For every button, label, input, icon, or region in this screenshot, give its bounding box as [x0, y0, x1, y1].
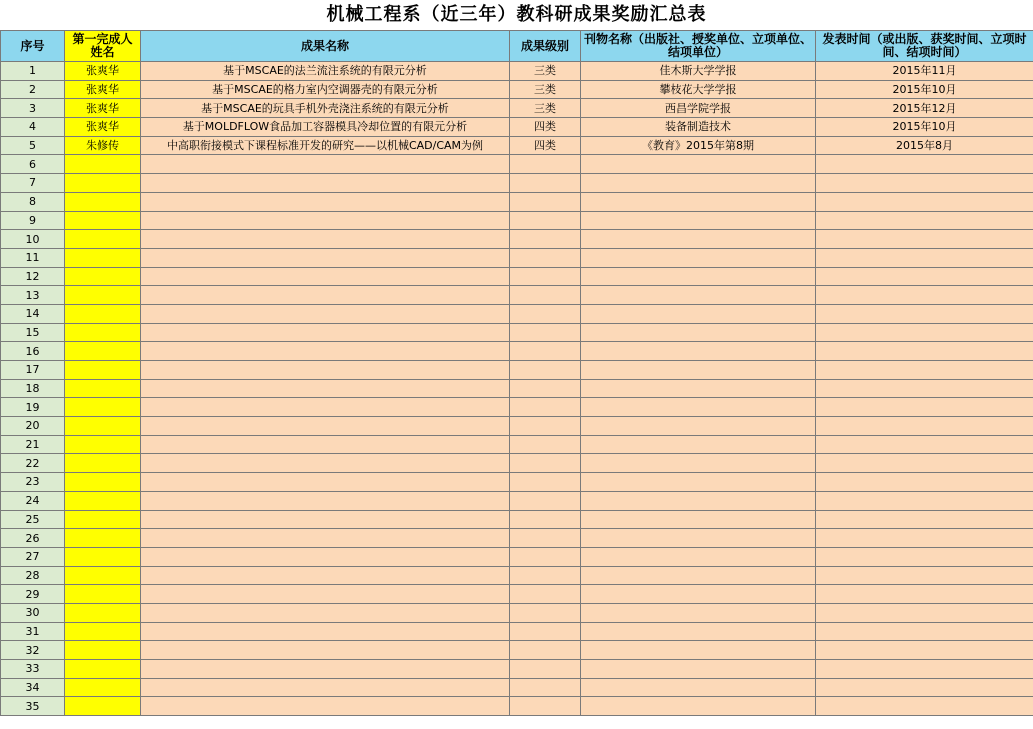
cell-date[interactable]: [816, 379, 1033, 398]
cell-date[interactable]: [816, 267, 1033, 286]
cell-person[interactable]: [65, 529, 141, 548]
cell-person[interactable]: [65, 379, 141, 398]
table-row: [1, 473, 1033, 492]
cell-date[interactable]: 2015年8月: [816, 136, 1033, 155]
header-publication[interactable]: 刊物名称（出版社、授奖单位、立项单位、结项单位）: [581, 31, 816, 62]
cell-publication[interactable]: [581, 155, 816, 174]
cell-date[interactable]: [816, 697, 1033, 716]
cell-person[interactable]: [65, 230, 141, 249]
cell-title[interactable]: 中高职衔接模式下课程标准开发的研究——以机械CAD/CAM为例: [141, 136, 510, 155]
cell-publication[interactable]: [581, 286, 816, 305]
cell-person[interactable]: 张爽华: [65, 80, 141, 99]
cell-publication[interactable]: [581, 603, 816, 622]
cell-level[interactable]: [510, 491, 581, 510]
cell-index[interactable]: 9: [1, 211, 65, 230]
table-row: [1, 417, 1033, 436]
cell-person[interactable]: [65, 286, 141, 305]
results-table: [0, 30, 1033, 716]
cell-date[interactable]: [816, 361, 1033, 380]
cell-title[interactable]: [141, 547, 510, 566]
table-row: [1, 585, 1033, 604]
cell-publication[interactable]: [581, 192, 816, 211]
cell-person[interactable]: [65, 155, 141, 174]
cell-publication[interactable]: [581, 697, 816, 716]
cell-date[interactable]: 2015年10月: [816, 80, 1033, 99]
cell-date[interactable]: [816, 510, 1033, 529]
cell-index[interactable]: 22: [1, 454, 65, 473]
cell-title[interactable]: [141, 510, 510, 529]
cell-publication[interactable]: [581, 398, 816, 417]
cell-title[interactable]: 基于MSCAE的格力室内空调器壳的有限元分析: [141, 80, 510, 99]
cell-date[interactable]: [816, 491, 1033, 510]
cell-index[interactable]: 28: [1, 566, 65, 585]
table-row: [1, 398, 1033, 417]
cell-index[interactable]: 32: [1, 641, 65, 660]
header-date[interactable]: 发表时间（或出版、获奖时间、立项时间、结项时间）: [816, 31, 1033, 62]
cell-person[interactable]: [65, 473, 141, 492]
cell-publication[interactable]: [581, 678, 816, 697]
cell-title[interactable]: [141, 398, 510, 417]
cell-level[interactable]: 三类: [510, 80, 581, 99]
table-row: [1, 136, 1033, 155]
cell-index[interactable]: 10: [1, 230, 65, 249]
cell-publication[interactable]: [581, 211, 816, 230]
cell-person[interactable]: 张爽华: [65, 99, 141, 118]
table-row: [1, 99, 1033, 118]
cell-person[interactable]: [65, 361, 141, 380]
cell-index[interactable]: 18: [1, 379, 65, 398]
cell-index[interactable]: 26: [1, 529, 65, 548]
cell-title[interactable]: [141, 417, 510, 436]
cell-title[interactable]: [141, 529, 510, 548]
cell-title[interactable]: [141, 267, 510, 286]
cell-person[interactable]: [65, 417, 141, 436]
cell-title[interactable]: 基于MSCAE的玩具手机外壳浇注系统的有限元分析: [141, 99, 510, 118]
cell-index[interactable]: 16: [1, 342, 65, 361]
cell-index[interactable]: 29: [1, 585, 65, 604]
cell-level[interactable]: [510, 473, 581, 492]
cell-level[interactable]: [510, 267, 581, 286]
cell-level[interactable]: 四类: [510, 118, 581, 137]
cell-index[interactable]: 14: [1, 304, 65, 323]
cell-level[interactable]: [510, 510, 581, 529]
cell-level[interactable]: [510, 435, 581, 454]
cell-date[interactable]: [816, 342, 1033, 361]
cell-person[interactable]: [65, 454, 141, 473]
table-row: [1, 641, 1033, 660]
header-level[interactable]: 成果级别: [510, 31, 581, 62]
cell-title[interactable]: [141, 304, 510, 323]
cell-index[interactable]: 11: [1, 248, 65, 267]
table-row: [1, 547, 1033, 566]
cell-publication[interactable]: [581, 174, 816, 193]
cell-index[interactable]: 27: [1, 547, 65, 566]
table-row: [1, 304, 1033, 323]
cell-title[interactable]: [141, 660, 510, 679]
cell-index[interactable]: 31: [1, 622, 65, 641]
table-row: [1, 622, 1033, 641]
cell-level[interactable]: [510, 286, 581, 305]
cell-index[interactable]: 34: [1, 678, 65, 697]
cell-publication[interactable]: [581, 491, 816, 510]
cell-title[interactable]: [141, 211, 510, 230]
cell-person[interactable]: [65, 342, 141, 361]
cell-person[interactable]: [65, 398, 141, 417]
cell-level[interactable]: [510, 566, 581, 585]
table-row: [1, 361, 1033, 380]
cell-publication[interactable]: [581, 641, 816, 660]
cell-date[interactable]: [816, 248, 1033, 267]
cell-person[interactable]: [65, 304, 141, 323]
cell-title[interactable]: [141, 585, 510, 604]
cell-publication[interactable]: [581, 342, 816, 361]
cell-date[interactable]: [816, 286, 1033, 305]
cell-date[interactable]: 2015年12月: [816, 99, 1033, 118]
table-row: [1, 323, 1033, 342]
table-row: [1, 435, 1033, 454]
table-row: [1, 118, 1033, 137]
cell-title[interactable]: [141, 603, 510, 622]
table-row: [1, 660, 1033, 679]
cell-publication[interactable]: [581, 622, 816, 641]
cell-level[interactable]: [510, 174, 581, 193]
cell-index[interactable]: 8: [1, 192, 65, 211]
table-row: [1, 248, 1033, 267]
cell-publication[interactable]: [581, 248, 816, 267]
cell-date[interactable]: [816, 211, 1033, 230]
table-row: [1, 62, 1033, 81]
cell-publication[interactable]: [581, 566, 816, 585]
table-row: [1, 566, 1033, 585]
cell-person[interactable]: [65, 603, 141, 622]
cell-date[interactable]: [816, 323, 1033, 342]
cell-index[interactable]: 21: [1, 435, 65, 454]
cell-title[interactable]: [141, 697, 510, 716]
cell-person[interactable]: [65, 323, 141, 342]
cell-level[interactable]: [510, 192, 581, 211]
cell-title[interactable]: [141, 435, 510, 454]
cell-person[interactable]: [65, 660, 141, 679]
table-row: [1, 491, 1033, 510]
cell-person[interactable]: [65, 174, 141, 193]
cell-index[interactable]: 30: [1, 603, 65, 622]
table-row: [1, 678, 1033, 697]
cell-date[interactable]: [816, 230, 1033, 249]
cell-person[interactable]: [65, 491, 141, 510]
table-row: [1, 603, 1033, 622]
cell-level[interactable]: [510, 211, 581, 230]
cell-index[interactable]: 13: [1, 286, 65, 305]
cell-title[interactable]: [141, 192, 510, 211]
table-row: [1, 155, 1033, 174]
cell-person[interactable]: [65, 547, 141, 566]
cell-publication[interactable]: [581, 585, 816, 604]
cell-level[interactable]: [510, 547, 581, 566]
cell-date[interactable]: [816, 622, 1033, 641]
table-row: [1, 454, 1033, 473]
cell-date[interactable]: [816, 398, 1033, 417]
table-row: [1, 529, 1033, 548]
cell-level[interactable]: [510, 361, 581, 380]
cell-publication[interactable]: 装备制造技术: [581, 118, 816, 137]
cell-level[interactable]: [510, 342, 581, 361]
cell-title[interactable]: 基于MSCAE的法兰流注系统的有限元分析: [141, 62, 510, 81]
table-row: [1, 211, 1033, 230]
cell-date[interactable]: [816, 603, 1033, 622]
cell-person[interactable]: [65, 566, 141, 585]
cell-publication[interactable]: 西昌学院学报: [581, 99, 816, 118]
cell-index[interactable]: 20: [1, 417, 65, 436]
table-row: [1, 379, 1033, 398]
cell-level[interactable]: [510, 304, 581, 323]
cell-person[interactable]: [65, 510, 141, 529]
cell-level[interactable]: [510, 379, 581, 398]
cell-date[interactable]: [816, 192, 1033, 211]
cell-publication[interactable]: 攀枝花大学学报: [581, 80, 816, 99]
cell-publication[interactable]: [581, 267, 816, 286]
cell-person[interactable]: [65, 585, 141, 604]
cell-level[interactable]: [510, 454, 581, 473]
cell-date[interactable]: [816, 529, 1033, 548]
cell-publication[interactable]: [581, 304, 816, 323]
cell-level[interactable]: 三类: [510, 62, 581, 81]
cell-person[interactable]: [65, 211, 141, 230]
cell-index[interactable]: 25: [1, 510, 65, 529]
cell-title[interactable]: [141, 361, 510, 380]
cell-publication[interactable]: [581, 529, 816, 548]
cell-person[interactable]: [65, 192, 141, 211]
header-person[interactable]: 第一完成人姓名: [65, 31, 141, 62]
cell-publication[interactable]: [581, 417, 816, 436]
cell-title[interactable]: [141, 230, 510, 249]
table-row: [1, 286, 1033, 305]
cell-person[interactable]: 张爽华: [65, 118, 141, 137]
cell-title[interactable]: [141, 155, 510, 174]
table-row: [1, 192, 1033, 211]
cell-index[interactable]: 17: [1, 361, 65, 380]
cell-title[interactable]: [141, 342, 510, 361]
cell-level[interactable]: [510, 660, 581, 679]
cell-title[interactable]: [141, 473, 510, 492]
cell-person[interactable]: [65, 641, 141, 660]
cell-level[interactable]: [510, 678, 581, 697]
cell-date[interactable]: [816, 660, 1033, 679]
cell-title[interactable]: [141, 323, 510, 342]
cell-publication[interactable]: [581, 323, 816, 342]
cell-publication[interactable]: [581, 547, 816, 566]
cell-publication[interactable]: [581, 361, 816, 380]
cell-level[interactable]: [510, 529, 581, 548]
cell-level[interactable]: [510, 248, 581, 267]
cell-publication[interactable]: [581, 435, 816, 454]
table-row: [1, 342, 1033, 361]
cell-index[interactable]: 5: [1, 136, 65, 155]
table-row: [1, 80, 1033, 99]
cell-date[interactable]: [816, 547, 1033, 566]
cell-level[interactable]: 三类: [510, 99, 581, 118]
cell-date[interactable]: [816, 585, 1033, 604]
header-row: [1, 31, 1033, 62]
cell-level[interactable]: [510, 641, 581, 660]
cell-person[interactable]: 张爽华: [65, 62, 141, 81]
cell-person[interactable]: [65, 678, 141, 697]
cell-level[interactable]: [510, 155, 581, 174]
cell-publication[interactable]: [581, 454, 816, 473]
cell-date[interactable]: [816, 174, 1033, 193]
cell-index[interactable]: 12: [1, 267, 65, 286]
cell-index[interactable]: 1: [1, 62, 65, 81]
cell-index[interactable]: 33: [1, 660, 65, 679]
cell-level[interactable]: [510, 603, 581, 622]
cell-person[interactable]: [65, 435, 141, 454]
cell-title[interactable]: [141, 454, 510, 473]
cell-date[interactable]: [816, 417, 1033, 436]
cell-level[interactable]: [510, 230, 581, 249]
cell-index[interactable]: 23: [1, 473, 65, 492]
sheet-title: 机械工程系（近三年）教科研成果奖励汇总表: [0, 0, 1033, 30]
cell-title[interactable]: [141, 248, 510, 267]
cell-publication[interactable]: [581, 473, 816, 492]
cell-date[interactable]: [816, 155, 1033, 174]
table-row: [1, 230, 1033, 249]
cell-level[interactable]: [510, 697, 581, 716]
cell-index[interactable]: 7: [1, 174, 65, 193]
cell-title[interactable]: [141, 641, 510, 660]
cell-person[interactable]: [65, 697, 141, 716]
cell-title[interactable]: [141, 678, 510, 697]
cell-index[interactable]: 15: [1, 323, 65, 342]
cell-level[interactable]: [510, 417, 581, 436]
cell-date[interactable]: [816, 641, 1033, 660]
cell-title[interactable]: [141, 622, 510, 641]
cell-date[interactable]: [816, 473, 1033, 492]
cell-index[interactable]: 6: [1, 155, 65, 174]
cell-title[interactable]: 基于MOLDFLOW食品加工容器模具冷却位置的有限元分析: [141, 118, 510, 137]
cell-title[interactable]: [141, 286, 510, 305]
cell-level[interactable]: 四类: [510, 136, 581, 155]
cell-date[interactable]: 2015年11月: [816, 62, 1033, 81]
cell-date[interactable]: 2015年10月: [816, 118, 1033, 137]
cell-publication[interactable]: [581, 379, 816, 398]
cell-publication[interactable]: 佳木斯大学学报: [581, 62, 816, 81]
cell-publication[interactable]: [581, 510, 816, 529]
cell-title[interactable]: [141, 491, 510, 510]
cell-index[interactable]: 2: [1, 80, 65, 99]
cell-title[interactable]: [141, 174, 510, 193]
header-title[interactable]: 成果名称: [141, 31, 510, 62]
cell-person[interactable]: [65, 248, 141, 267]
cell-level[interactable]: [510, 585, 581, 604]
cell-title[interactable]: [141, 566, 510, 585]
cell-index[interactable]: 3: [1, 99, 65, 118]
cell-level[interactable]: [510, 622, 581, 641]
cell-title[interactable]: [141, 379, 510, 398]
cell-index[interactable]: 4: [1, 118, 65, 137]
table-row: [1, 697, 1033, 716]
cell-date[interactable]: [816, 454, 1033, 473]
table-row: [1, 510, 1033, 529]
cell-level[interactable]: [510, 323, 581, 342]
cell-person[interactable]: 朱修传: [65, 136, 141, 155]
cell-date[interactable]: [816, 435, 1033, 454]
cell-index[interactable]: 24: [1, 491, 65, 510]
cell-date[interactable]: [816, 304, 1033, 323]
cell-level[interactable]: [510, 398, 581, 417]
cell-date[interactable]: [816, 678, 1033, 697]
table-row: [1, 267, 1033, 286]
table-row: [1, 174, 1033, 193]
cell-person[interactable]: [65, 267, 141, 286]
cell-person[interactable]: [65, 622, 141, 641]
cell-publication[interactable]: [581, 230, 816, 249]
cell-index[interactable]: 35: [1, 697, 65, 716]
cell-publication[interactable]: 《教育》2015年第8期: [581, 136, 816, 155]
cell-date[interactable]: [816, 566, 1033, 585]
cell-publication[interactable]: [581, 660, 816, 679]
cell-index[interactable]: 19: [1, 398, 65, 417]
header-index[interactable]: 序号: [1, 31, 65, 62]
